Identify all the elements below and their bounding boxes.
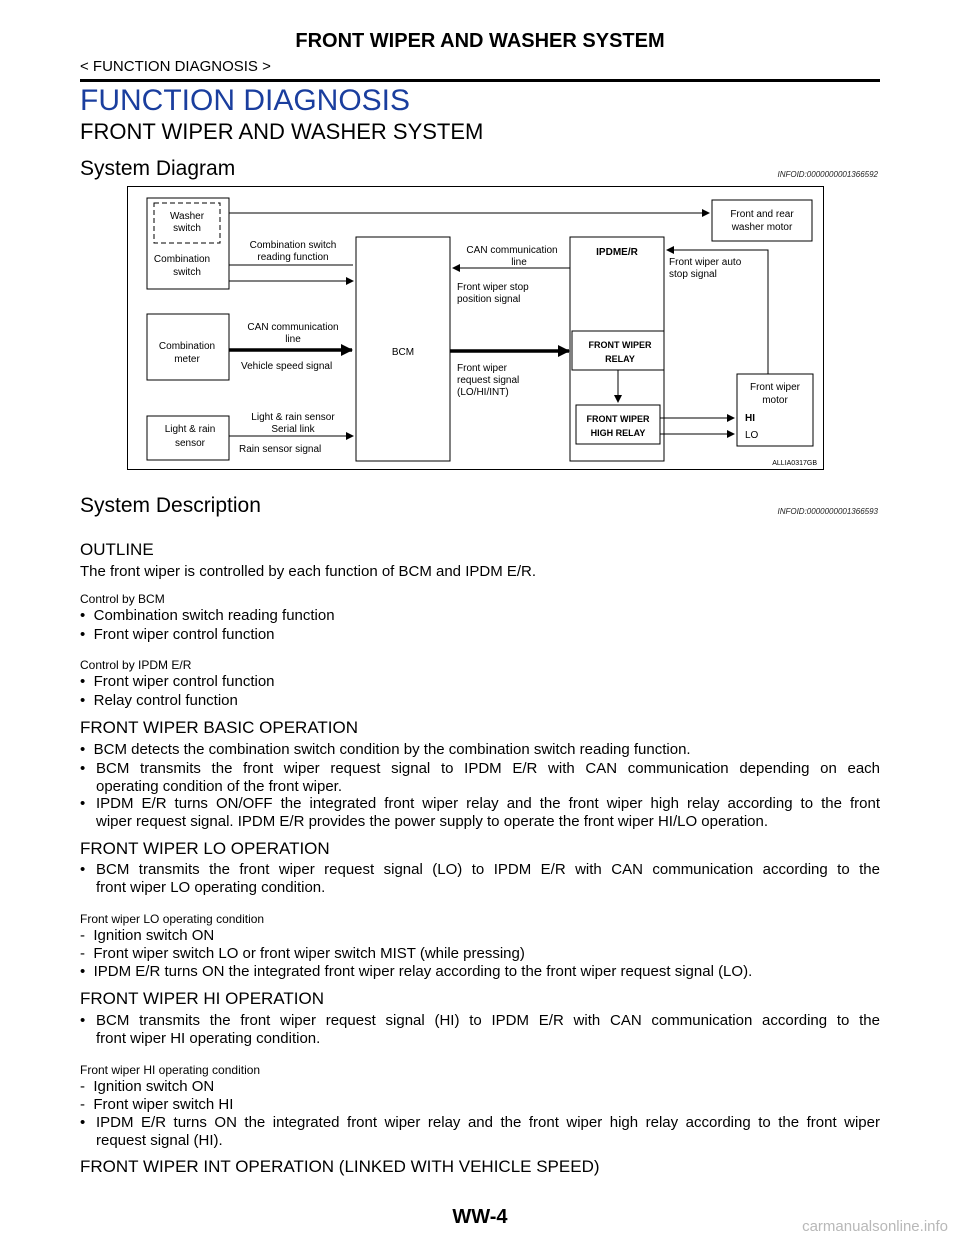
list-item (80, 1078, 214, 1095)
list-item-text: IPDM E/R turns ON the integrated front wiper relay according to the front wiper request signal (LO). (93, 963, 753, 980)
list-item-text: BCM transmits the front wiper request signal to IPDM E/R with CAN communication depending on each (96, 760, 880, 777)
bcm-control-heading: Control by BCM (80, 592, 165, 606)
combination-switch-label-2: switch (173, 267, 201, 278)
sig-combination-switch-2: reading function (257, 252, 329, 263)
front-wiper-high-relay-label-1: FRONT WIPER (586, 414, 650, 424)
sig-can-line-1-a: CAN communication (247, 322, 339, 333)
int-operation-heading: FRONT WIPER INT OPERATION (LINKED WITH VEHICLE SPEED) (80, 1157, 600, 1176)
description-heading: System Description (80, 494, 261, 517)
front-wiper-relay-label-1: FRONT WIPER (588, 340, 652, 350)
list-item (80, 673, 275, 690)
list-item (80, 945, 525, 962)
list-item-text: BCM transmits the front wiper request signal (HI) to IPDM E/R with CAN communication according to the (96, 1012, 880, 1029)
bullet-mark: • (80, 760, 86, 777)
washer-motor-label-2: washer motor (731, 222, 793, 233)
light-rain-sensor-label-2: sensor (174, 438, 206, 449)
list-item-text: BCM detects the combination switch condition by the combination switch reading function. (93, 741, 691, 758)
list-item-text: Ignition switch ON (93, 927, 215, 944)
lo-operation-heading: FRONT WIPER LO OPERATION (80, 839, 330, 858)
hi-condition-heading: Front wiper HI operating condition (80, 1063, 261, 1077)
bullet-mark: • (80, 607, 86, 624)
bullet-mark: • (80, 1114, 86, 1131)
sig-auto-stop-1: Front wiper auto (669, 257, 742, 268)
sig-auto-stop-2: stop signal (669, 269, 717, 280)
list-item-text: Relay control function (93, 692, 238, 709)
front-wiper-relay-box (572, 331, 664, 370)
list-item (80, 626, 275, 643)
sig-can-line-2-b: line (511, 257, 527, 268)
section-title: FUNCTION DIAGNOSIS (80, 84, 411, 117)
list-item-text: Combination switch reading function (93, 607, 335, 624)
basic-operation-heading: FRONT WIPER BASIC OPERATION (80, 718, 359, 737)
dash-mark: - (80, 945, 85, 962)
outline-heading: OUTLINE (80, 540, 154, 559)
bullet-mark: • (80, 673, 86, 690)
ipdm-control-heading: Control by IPDM E/R (80, 658, 192, 672)
list-item-text: IPDM E/R turns ON the integrated front wiper relay and the front wiper high relay according to the front wiper (96, 1114, 880, 1131)
front-wiper-relay-label-2: RELAY (605, 354, 635, 364)
list-item (80, 607, 335, 624)
bullet-mark: • (80, 861, 86, 878)
sig-serial-link-2: Serial link (271, 424, 315, 435)
sig-rain-sensor: Rain sensor signal (239, 444, 322, 455)
sig-request-2: request signal (457, 375, 520, 386)
header-rule (80, 79, 880, 82)
bullet-mark: • (80, 963, 86, 980)
washer-switch-label-1: Washer (169, 211, 205, 222)
sig-combination-switch-1: Combination switch (249, 240, 337, 251)
list-item (80, 927, 214, 944)
bullet-mark: • (80, 626, 86, 643)
bcm-label: BCM (391, 347, 415, 358)
diagram-heading: System Diagram (80, 157, 236, 180)
list-item-text: request signal (HI). (96, 1132, 223, 1149)
bullet-mark: • (80, 741, 86, 758)
combination-meter-label-1: Combination (158, 341, 216, 352)
diagram-infoid: INFOID:0000000001366592 (777, 170, 878, 179)
ipdm-label: IPDME/R (596, 247, 638, 258)
list-item-text: IPDM E/R turns ON/OFF the integrated front wiper relay and the front wiper high relay according to the front (96, 795, 880, 812)
bullet-mark: • (80, 692, 86, 709)
watermark: carmanualsonline.info (802, 1218, 948, 1235)
dash-mark: - (80, 927, 85, 944)
sig-vehicle-speed: Vehicle speed signal (241, 361, 333, 372)
list-item-text: front wiper HI operating condition. (96, 1030, 321, 1047)
system-title: FRONT WIPER AND WASHER SYSTEM (80, 119, 484, 144)
sig-request-1: Front wiper (457, 363, 508, 374)
front-wiper-high-relay-box (576, 405, 660, 444)
list-item (80, 963, 752, 980)
dash-mark: - (80, 1078, 85, 1095)
list-item (80, 741, 691, 758)
list-item-text: Front wiper control function (93, 673, 275, 690)
page-header-subtitle: < FUNCTION DIAGNOSIS > (80, 58, 271, 75)
lo-condition-heading: Front wiper LO operating condition (80, 912, 265, 926)
page-number: WW-4 (452, 1206, 508, 1228)
light-rain-sensor-label-1: Light & rain (164, 424, 216, 435)
list-item-text: Ignition switch ON (93, 1078, 215, 1095)
sig-stop-position-1: Front wiper stop (457, 282, 529, 293)
page-header-title: FRONT WIPER AND WASHER SYSTEM (295, 30, 665, 52)
diagram-ref: ALLIA0317GB (772, 460, 817, 467)
wiper-motor-lo-terminal: LO (745, 430, 759, 441)
washer-switch-label-2: switch (173, 223, 201, 234)
bullet-mark: • (80, 795, 86, 812)
wiper-motor-label-1: Front wiper (749, 382, 801, 393)
list-item-text: Front wiper switch LO or front wiper switch MIST (while pressing) (93, 945, 525, 962)
hi-operation-heading: FRONT WIPER HI OPERATION (80, 989, 324, 1008)
washer-motor-box (712, 200, 812, 241)
sig-serial-link-1: Light & rain sensor (251, 412, 335, 423)
list-item (80, 1096, 233, 1113)
wiper-motor-hi-terminal: HI (745, 413, 755, 424)
dash-mark: - (80, 1096, 85, 1113)
washer-motor-label-1: Front and rear (730, 209, 794, 220)
bullet-mark: • (80, 1012, 86, 1029)
sig-can-line-1-b: line (285, 334, 301, 345)
list-item-text: front wiper LO operating condition. (96, 879, 326, 896)
sig-request-3: (LO/HI/INT) (457, 387, 509, 398)
description-infoid: INFOID:0000000001366593 (777, 507, 878, 516)
sig-stop-position-2: position signal (457, 294, 521, 305)
list-item (80, 692, 238, 709)
outline-text: The front wiper is controlled by each function of BCM and IPDM E/R. (80, 563, 537, 580)
list-item-text: BCM transmits the front wiper request signal (LO) to IPDM E/R with CAN communication according to the (96, 861, 880, 878)
sig-can-line-2-a: CAN communication (466, 245, 558, 256)
system-diagram (127, 186, 824, 470)
combination-meter-label-2: meter (174, 354, 200, 365)
wiper-motor-label-2: motor (762, 395, 788, 406)
list-item-text: operating condition of the front wiper. (96, 778, 342, 795)
combination-switch-label-1: Combination (153, 254, 211, 265)
list-item-text: wiper request signal. IPDM E/R provides the power supply to operate the front wiper HI/LO operation. (96, 813, 769, 830)
front-wiper-high-relay-label-2: HIGH RELAY (590, 428, 646, 438)
list-item-text: Front wiper switch HI (93, 1096, 234, 1113)
list-item-text: Front wiper control function (93, 626, 275, 643)
